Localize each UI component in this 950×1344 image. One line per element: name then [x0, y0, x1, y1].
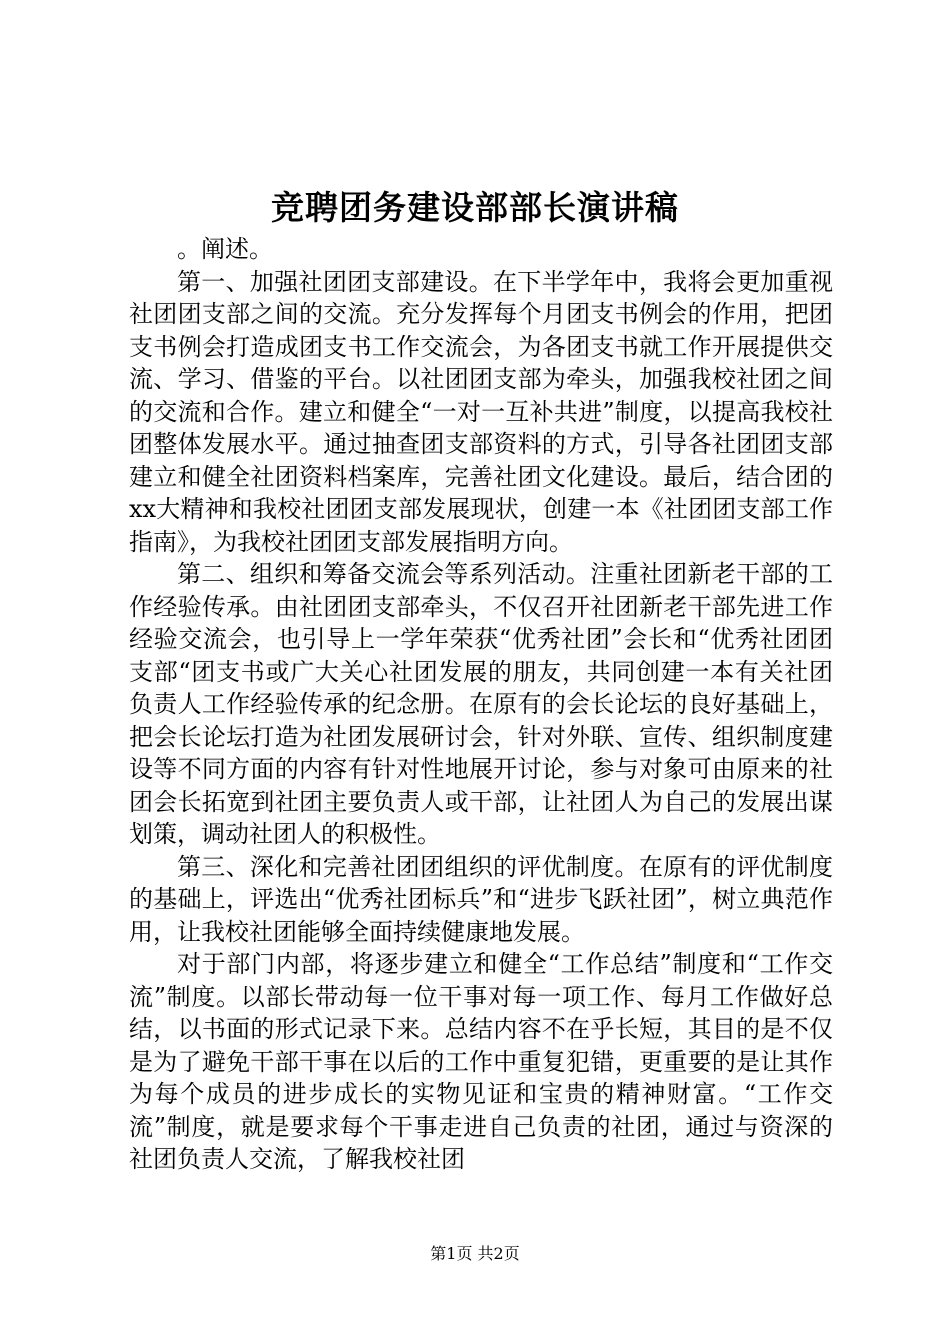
document-body: [129, 233, 833, 1176]
paragraph-intro: 。阐述。: [177, 235, 273, 263]
document-title: 竞聘团务建设部部长演讲稿: [271, 188, 679, 227]
paragraph-third: 第三、深化和完善社团团组织的评优制度。在原有的评优制度的基础上，评选出“优秀社团标兵”和“进步飞跃社团”，树立典范作用，让我校社团能够全面持续健康地发展。: [129, 852, 833, 946]
page-number-footer: 第1页 共2页: [430, 1244, 520, 1263]
paragraph-internal: 对于部门内部，将逐步建立和健全“工作总结”制度和“工作交流”制度。以部长带动每一位干事对每一项工作、每月工作做好总结，以书面的形式记录下来。总结内容不在乎长短，其目的是不仅是为了避免干部干事在以后的工作中重复犯错，更重要的是让其作为每个成员的进步成长的实物见证和宝贵的精神财富。“工作交流”制度，就是要求每个干事走进自己负责的社团，通过与资深的社团负责人交流，了解我校社团: [129, 950, 833, 1173]
paragraph-first: 第一、加强社团团支部建设。在下半学年中，我将会更加重视社团团支部之间的交流。充分发挥每个月团支书例会的作用，把团支书例会打造成团支书工作交流会，为各团支书就工作开展提供交流、学习、借鉴的平台。以社团团支部为牵头，加强我校社团之间的交流和合作。建立和健全“一对一互补共进”制度，以提高我校社团整体发展水平。通过抽查团支部资料的方式，引导各社团团支部建立和健全社团资料档案库，完善社团文化建设。最后，结合团的xx大精神和我校社团团支部发展现状，创建一本《社团团支部工作指南》，为我校社团团支部发展指明方向。: [129, 267, 833, 556]
paragraph-second: 第二、组织和筹备交流会等系列活动。注重社团新老干部的工作经验传承。由社团团支部牵头，不仅召开社团新老干部先进工作经验交流会，也引导上一学年荣获“优秀社团”会长和“优秀社团团支部“团支书或广大关心社团发展的朋友，共同创建一本有关社团负责人工作经验传承的纪念册。在原有的会长论坛的良好基础上，把会长论坛打造为社团发展研讨会，针对外联、宣传、组织制度建设等不同方面的内容有针对性地展开讨论，参与对象可由原来的社团会长拓宽到社团主要负责人或干部，让社团人为自己的发展出谋划策，调动社团人的积极性。: [129, 560, 833, 848]
